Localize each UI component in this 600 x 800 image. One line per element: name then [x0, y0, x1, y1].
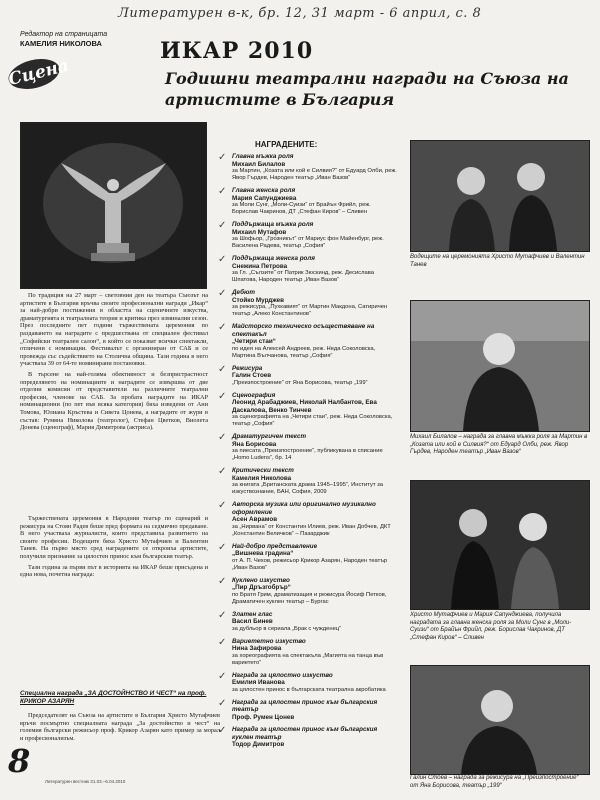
award-detail: за Мартин, „Козата или кой е Силвия?“ от Едуард Олби, реж. Явор Гърдев, Народен театър „Иван Вазов“ [232, 168, 397, 181]
award-category: Авторска музика или оригинално музикално оформление [232, 501, 376, 516]
hosts-photo [410, 140, 590, 252]
award-category: Награда за цялостен принос към българския театър [232, 698, 378, 713]
icarus-statuette-icon [21, 123, 206, 288]
bilalov-photo-image [411, 301, 589, 431]
checkmark-icon: ✓ [218, 575, 227, 587]
editor-credit [20, 30, 135, 49]
award-category: Най-добро представление [232, 542, 318, 550]
award-category: Златен глас [232, 610, 273, 618]
awards-heading: НАГРАДЕНИТЕ: [255, 140, 318, 149]
award-winner: „Вишнева градина“ [232, 550, 294, 557]
award-detail: за Моли Сунг, „Моли-Суизи“ от Брайън Фрийл, реж. Борислав Чакринов, ДТ „Стефан Киров“ – Сливен [232, 202, 371, 215]
award-winner: Мария Сапунджиева [232, 194, 297, 202]
award-item [218, 611, 398, 633]
award-detail: за сценографията на „Четири стаи“, реж. Неда Соколовска, театър „София“ [232, 414, 393, 427]
award-item [218, 672, 398, 694]
award-winner: Снежина Петрова [232, 262, 288, 270]
award-category: Сценография [232, 391, 276, 399]
checkmark-icon: ✓ [218, 186, 227, 197]
page-subtitle: Годишни театрални награди на Съюза на артистите в България [165, 69, 569, 109]
sapundzhieva-photo [410, 480, 590, 610]
award-category: Вариететно изкуство [232, 637, 306, 645]
checkmark-icon: ✓ [218, 288, 227, 299]
award-category: Награда за цялостно изкуство [232, 671, 333, 679]
special-award-text [20, 712, 220, 745]
checkmark-icon: ✓ [218, 670, 227, 682]
award-winner: Асен Аврамов [232, 516, 278, 523]
award-item [218, 433, 398, 462]
page-title: ИКАР 2010 [160, 38, 314, 64]
award-item [218, 543, 398, 572]
award-winner: Галин Стоев [232, 372, 272, 379]
award-item [218, 187, 398, 216]
award-winner: Нина Зафирова [232, 645, 282, 652]
award-winner: Камелия Николова [232, 474, 292, 482]
award-detail: за Гл. „Сълзите“ от Патрик Зюскинд, реж. Десислава Шпатова, Народен театър „Иван Вазов“ [232, 270, 375, 283]
checkmark-icon: ✓ [218, 500, 227, 511]
checkmark-icon: ✓ [218, 322, 227, 333]
award-item [218, 577, 398, 606]
award-item [218, 638, 398, 667]
checkmark-icon: ✓ [218, 432, 227, 443]
award-item [218, 221, 398, 250]
award-detail: „Преизпостроение“ от Яна Борисова, театър „199“ [232, 379, 368, 386]
award-category: Критически текст [232, 467, 294, 474]
award-item [218, 153, 398, 182]
award-category: Главна мъжка роля [232, 153, 294, 160]
award-detail: за „Нирвана“ от Константин Илиев, реж. Иван Добчев, ДКТ „Константин Величков“ – Пазарджик [232, 523, 391, 537]
award-category: Дебют [232, 289, 255, 296]
award-winner: Михаил Билалов [232, 160, 286, 168]
intro-paragraph-2: В търсене на най-голяма обективност и безпристрастност определянето на номинациите и наградите се извършва от две отделни комисии от представители на различните театрални професии, членове на САБ. За пробата наградите на ИКАР номинационни (по пет във всяка категория) бяха изведени от Ани Томова, Юлиана Кръстева и Сивета Цонева, а наградите от жури в състав: Румяна Николова (театролог), Стефан Цветков, Виолета Донева (сценограф), Мария Димитрова (актриса). [20, 370, 208, 432]
award-category: Главна женска роля [232, 187, 296, 194]
photo-caption-hosts: Водещите на церемонията Христо Мутафчиев и Валентин Танев [410, 254, 585, 268]
award-category: Режисура [232, 364, 263, 372]
award-detail: за книгата „Британската драма 1945–1995“, Институт за изкуствознание, БАН, София, 2009 [232, 482, 384, 495]
award-item [218, 289, 398, 318]
checkmark-icon: ✓ [218, 697, 227, 709]
ceremony-text [20, 515, 208, 582]
award-category: Поддържаща женска роля [232, 255, 316, 262]
checkmark-icon: ✓ [218, 254, 227, 265]
special-award-paragraph: Председателят на Съюза на артистите в България Христо Мутафчиев връчи посмъртно специалната награда „За достойнство и чест“ на големия български режисьор проф. Крикор Азарян като пример за морал и професионализъм. [20, 712, 220, 742]
award-detail: по Братя Грим, драматизация и режисура Йосиф Петков, Драматичен куклен театър – Бургас [232, 591, 387, 605]
award-category: Куклено изкуство [232, 576, 290, 584]
award-detail: за Шофьор, „Грозникът“ от Мариус фон Майенбург, реж. Василена Радева, театър „София“ [232, 236, 384, 249]
award-winner: „Четири стаи“ [232, 338, 276, 345]
award-winner: Михаил Мутафов [232, 228, 287, 236]
award-item [218, 255, 398, 284]
award-category: Награда за цялостен принос към българския куклен театър [232, 726, 378, 741]
page-number: 8 [8, 742, 31, 780]
award-category: Поддържаща мъжка роля [232, 221, 314, 228]
bilalov-photo [410, 300, 590, 432]
award-winner: Леонид Арабаджиев, Николай Налбантов, Ева Даскалова, Венко Тинчев [232, 399, 377, 414]
intro-text [20, 292, 208, 435]
editor-name: КАМЕЛИЯ НИКОЛОВА [20, 39, 102, 48]
checkmark-icon: ✓ [218, 390, 227, 402]
intro-paragraph-1: По традиция на 27 март – световния ден на театъра Съюзът на артистите в България връчва своите професионални награди „Икар“ за най-добри постижения в областта на сценичните изкуства, драматургията и театралната теория и критика през изминалия сезон. През последните пет години тържествената церемония по раздаването на наградите с предшествана от специален фестивал „Софийски театрален салон“, в който се показват всички спектакли, отличени с номинации. Фестивалът с организиран от САБ и се провежда със съдействието на Столична община. Тази година в него участваха 39 от 64-те номинирани постановки. [20, 292, 208, 368]
award-winner: „Пир Дръзгобрър“ [232, 584, 291, 591]
checkmark-icon: ✓ [218, 363, 227, 375]
stoev-photo [410, 665, 590, 775]
checkmark-icon: ✓ [218, 466, 227, 477]
award-category: Майсторско техническо осъществяване на спектакъл [232, 323, 375, 338]
award-item [218, 467, 398, 496]
ceremony-paragraph-1: Тържествената церемония в Народния театър по сценарий и режисура на Стоян Радев беше пред формата на седмично предаване. В него участваха журналисти, които представиха развитието на своите професии. Водещите бяха Христо Мутафчиев и Валентин Танев. На първо място сред наградените се откроиха артистите, получили признание за цялостен принос към българския театър. [20, 515, 208, 560]
sapundzhieva-photo-image [411, 481, 589, 609]
checkmark-icon: ✓ [218, 725, 227, 736]
award-detail: от А. П. Чехов, режисьор Крикор Азарян, Народен театър „Иван Вазов“ [232, 557, 388, 571]
award-winner: Яна Борисова [232, 440, 277, 448]
award-winner: Васил Бинев [232, 618, 273, 625]
ceremony-paragraph-2: Тази година за първи път в историята на ИКАР беше присъдена и една нова, почетна награда: [20, 563, 208, 579]
award-item [218, 501, 398, 538]
award-item [218, 726, 398, 749]
award-detail: за режисура, „Пухкавият“ от Мартин Макдона, Сатиричен театър „Алеко Константинов“ [232, 304, 388, 317]
award-item [218, 365, 398, 387]
checkmark-icon: ✓ [218, 636, 227, 648]
footer-note: Литературен вестник 31.03.–6.04.2010 [45, 779, 126, 784]
checkmark-icon: ✓ [218, 220, 227, 231]
award-detail: за хореографията на спектакъла „Магията на танца във вариетето“ [232, 652, 384, 666]
award-detail: по идея на Алексей Андреев, реж. Неда Соколовска, Мартина Вълчанова, театър „София“ [232, 345, 376, 359]
award-winner: Емилия Иванова [232, 679, 285, 686]
photo-caption-sapundzhieva: Христо Мутафчиев и Мария Сапунджиева, получила наградата за главна женска роля за Моли Сунг в „Моли-Суизи“ от Брайън Фрийл, реж. Борислав Чакринов, ДТ „Стефан Киров“ – Сливен [410, 612, 572, 641]
checkmark-icon: ✓ [218, 541, 227, 553]
award-winner: Проф. Румен Цонев [232, 713, 295, 721]
stoev-photo-image [411, 666, 589, 774]
section-logo: Сцена [5, 54, 62, 94]
handwritten-note: Литературен в-к, бр. 12, 31 март - 6 април, с. 8 [118, 6, 482, 21]
award-item [218, 323, 398, 360]
hosts-photo-image [411, 141, 589, 251]
photo-caption-stoev: Галин Стоев – награда за режисура на „Преизпостроение“ от Яна Борисова, театър „199“ [410, 775, 579, 789]
special-award-heading: Специална награда „ЗА ДОСТОЙНСТВО И ЧЕСТ“ на проф. КРИКОР АЗАРЯН [20, 690, 207, 705]
checkmark-icon: ✓ [218, 152, 227, 163]
award-item [218, 699, 398, 722]
award-detail: за дубльор в сериала „Брак с чужденец“ [232, 625, 342, 632]
award-category: Драматургичен текст [232, 433, 307, 440]
award-detail: за пиесата „Преизпостроение“, публикувана в списание „Homo Ludens“, бр. 14 [232, 448, 383, 461]
photo-caption-bilalov: Михаил Билалов – награда за главна мъжка роля за Мартин в „Козата или кой е Силвия?“ от Едуард Олби, реж. Явор Гърдев, Народен театър „Иван Вазов“ [410, 434, 588, 455]
checkmark-icon: ✓ [218, 609, 227, 621]
statue-photo [20, 122, 207, 289]
editor-label: Редактор на страницата [20, 31, 108, 38]
award-detail: за цялостен принос в българската театрална акробатика [232, 686, 386, 693]
award-winner: Стойко Мурджев [232, 296, 285, 304]
award-winner: Тодор Димитров [232, 741, 285, 748]
awards-list [218, 153, 398, 754]
award-item [218, 392, 398, 429]
